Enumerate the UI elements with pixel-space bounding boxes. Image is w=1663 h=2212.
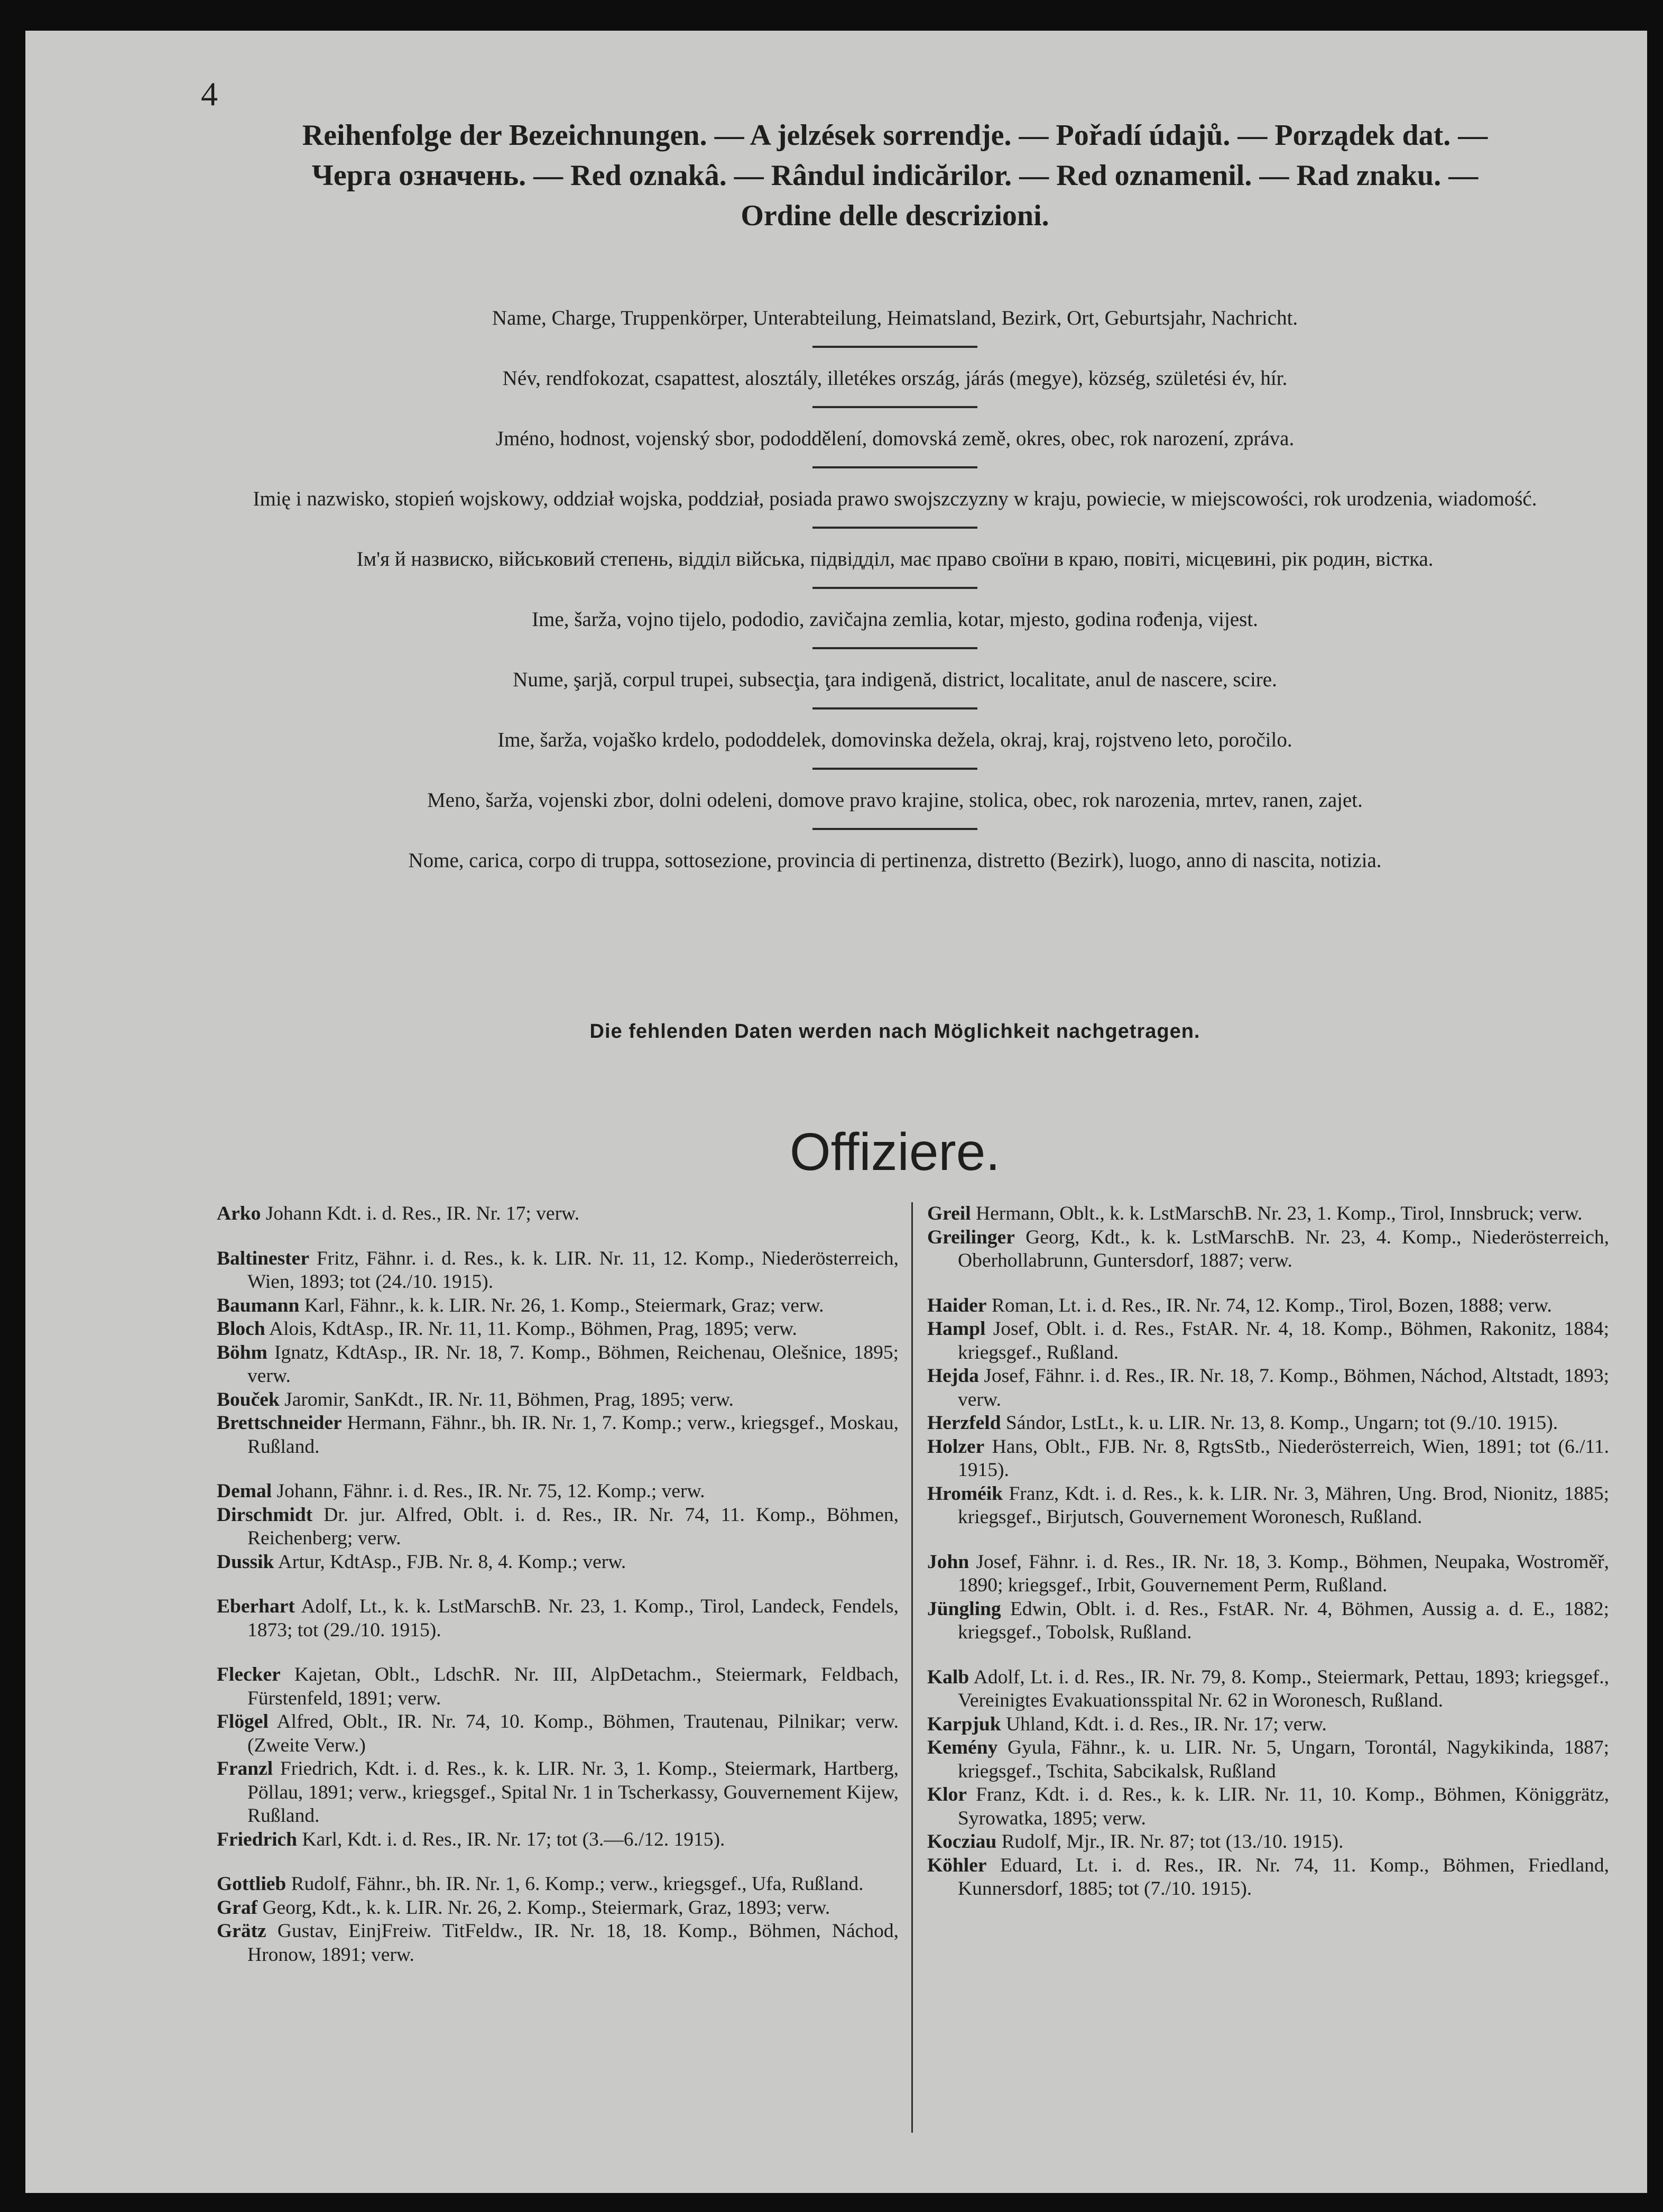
entry xyxy=(217,1388,899,1412)
entry xyxy=(217,1663,899,1710)
entry xyxy=(217,1317,899,1341)
column-divider xyxy=(911,1202,913,2133)
description-text: Meno, šarža, vojenski zbor, dolni odeleni, domove pravo krajine, stolica, obec, rok narozenia, mrtev, ranen, zajet. xyxy=(427,789,1363,812)
entry xyxy=(927,1598,1609,1645)
entry-surname: Jüngling xyxy=(927,1598,1001,1620)
description-item xyxy=(184,848,1606,873)
entry-details: Fritz, Fähnr. i. d. Res., k. k. LIR. Nr. 11, 12. Komp., Niederösterreich, Wien, 1893; tot (24./10. 1915). xyxy=(247,1247,899,1293)
entry xyxy=(217,1757,899,1828)
entry-details: Hans, Oblt., FJB. Nr. 8, RgtsStb., Niederösterreich, Wien, 1891; tot (6./11. 1915). xyxy=(958,1435,1609,1481)
entry xyxy=(927,1202,1609,1226)
entry-details: Josef, Fähnr. i. d. Res., IR. Nr. 18, 3. Komp., Böhmen, Neupaka, Wostroměř, 1890; kriegsgef., Irbit, Gouvernement Perm, Rußland. xyxy=(958,1551,1609,1596)
description-text: Name, Charge, Truppenkörper, Unterabteilung, Heimatsland, Bezirk, Ort, Geburtsjahr, Nachricht. xyxy=(492,307,1298,329)
entry xyxy=(217,1551,899,1574)
entry xyxy=(217,1710,899,1757)
entry xyxy=(217,1595,899,1642)
entry-surname: Kemény xyxy=(927,1737,998,1758)
entry-details: Dr. jur. Alfred, Oblt. i. d. Res., IR. Nr. 74, 11. Komp., Böhmen, Reichenberg; verw. xyxy=(247,1504,899,1549)
section-title: Offiziere. xyxy=(789,1122,1001,1182)
entry-details: Rudolf, Fähnr., bh. IR. Nr. 1, 6. Komp.; verw., kriegsgef., Ufa, Rußland. xyxy=(286,1873,864,1895)
heading-line-2: Черга означень. — Red oznakâ. — Rândul indicărilor. — Red oznamenil. — Rad znaku. — xyxy=(311,159,1479,192)
divider-rule xyxy=(812,768,977,770)
entry-surname: Köhler xyxy=(927,1854,987,1876)
description-item xyxy=(184,547,1606,589)
entry-surname: Herzfeld xyxy=(927,1412,1001,1434)
entry-surname: Baumann xyxy=(217,1294,300,1316)
description-item xyxy=(184,788,1606,830)
descriptions-list xyxy=(184,306,1606,873)
entry-details: Uhland, Kdt. i. d. Res., IR. Nr. 17; verw. xyxy=(1001,1713,1327,1735)
entry xyxy=(217,1247,899,1294)
entry xyxy=(927,1365,1609,1412)
entry xyxy=(217,1202,899,1226)
entry-surname: Greil xyxy=(927,1203,971,1224)
description-item xyxy=(184,306,1606,348)
entry-surname: Brettschneider xyxy=(217,1412,342,1434)
entry-surname: Arko xyxy=(217,1203,261,1224)
entry-surname: Kocziau xyxy=(927,1831,997,1852)
entry xyxy=(217,1480,899,1504)
entry-surname: Grätz xyxy=(217,1920,266,1942)
divider-rule xyxy=(812,527,977,529)
entry-surname: Bloch xyxy=(217,1318,265,1340)
entry-details: Eduard, Lt. i. d. Res., IR. Nr. 74, 11. Komp., Böhmen, Friedland, Kunnersdorf, 1885; tot (7./10. 1915). xyxy=(958,1854,1609,1900)
entry xyxy=(927,1435,1609,1482)
entry-surname: Hampl xyxy=(927,1318,986,1340)
entry-details: Kajetan, Oblt., LdschR. Nr. III, AlpDetachm., Steiermark, Feldbach, Fürstenfeld, 1891; verw. xyxy=(247,1664,899,1709)
description-item xyxy=(184,366,1606,408)
entry xyxy=(217,1873,899,1896)
entry xyxy=(217,1341,899,1388)
description-text: Jméno, hodnost, vojenský sbor, pododdělení, domovská země, okres, obec, rok narození, zpráva. xyxy=(495,427,1295,450)
entry xyxy=(927,1736,1609,1783)
entry-details: Josef, Oblt. i. d. Res., FstAR. Nr. 4, 18. Komp., Böhmen, Rakonitz, 1884; kriegsgef., Rußland. xyxy=(958,1318,1609,1363)
description-text: Imię i nazwisko, stopień wojskowy, oddział wojska, poddział, posiada prawo swojszczyzny w kraju, powiecie, w miejscowości, rok urodzenia, wiadomość. xyxy=(253,487,1537,510)
entry-surname: Eberhart xyxy=(217,1596,295,1617)
entry xyxy=(927,1226,1609,1273)
entry-details: Friedrich, Kdt. i. d. Res., k. k. LIR. Nr. 3, 1. Komp., Steiermark, Hartberg, Pöllau, 1891; verw., kriegsgef., Spital Nr. 1 in Tscherkassy, Gouvernement Kijew, Rußland. xyxy=(247,1758,899,1827)
entry-surname: Flecker xyxy=(217,1664,281,1685)
description-item xyxy=(184,727,1606,770)
entry-details: Franz, Kdt. i. d. Res., k. k. LIR. Nr. 3, Mähren, Ung. Brod, Nionitz, 1885; kriegsgef., Birjutsch, Gouvernement Woronesch, Rußland. xyxy=(958,1482,1609,1528)
entry-surname: Dussik xyxy=(217,1551,274,1573)
entry xyxy=(927,1666,1609,1713)
divider-rule xyxy=(812,466,977,468)
description-text: Nome, carica, corpo di truppa, sottosezione, provincia di pertinenza, distretto (Bezirk), luogo, anno di nascita, notizia. xyxy=(408,849,1382,872)
entry xyxy=(927,1412,1609,1435)
entry-details: Artur, KdtAsp., FJB. Nr. 8, 4. Komp.; verw. xyxy=(274,1551,626,1573)
entry-details: Adolf, Lt. i. d. Res., IR. Nr. 79, 8. Komp., Steiermark, Pettau, 1893; kriegsgef., Vereinigtes Evakuationsspital Nr. 62 in Woronesch, Rußland. xyxy=(958,1666,1609,1711)
entry xyxy=(217,1828,899,1852)
entry-details: Johann, Fähnr. i. d. Res., IR. Nr. 75, 12. Komp.; verw. xyxy=(272,1480,705,1502)
entry-surname: Flögel xyxy=(217,1711,269,1732)
entry xyxy=(927,1854,1609,1901)
entry-surname: Franzl xyxy=(217,1758,273,1780)
entry-surname: Klor xyxy=(927,1784,967,1805)
entry-surname: Haider xyxy=(927,1294,987,1316)
entry-surname: Böhm xyxy=(217,1341,267,1363)
description-item xyxy=(184,486,1606,529)
divider-rule xyxy=(812,587,977,589)
entry-surname: Karpjuk xyxy=(927,1713,1001,1735)
entry-details: Jaromir, SanKdt., IR. Nr. 11, Böhmen, Prag, 1895; verw. xyxy=(279,1388,734,1411)
heading-line-1: Reihenfolge der Bezeichnungen. — A jelzések sorrendje. — Pořadí údajů. — Porządek dat. — xyxy=(302,119,1488,152)
entry-surname: Holzer xyxy=(927,1435,985,1458)
entry-surname: Demal xyxy=(217,1480,272,1502)
description-text: Ime, šarža, vojaško krdelo, pododdelek, domovinska dežela, okraj, kraj, rojstveno leto, poročilo. xyxy=(497,729,1292,751)
entry xyxy=(927,1830,1609,1854)
entry-details: Georg, Kdt., k. k. LstMarschB. Nr. 23, 4. Komp., Niederösterreich, Oberhollabrunn, Guntersdorf, 1887; verw. xyxy=(958,1226,1609,1271)
divider-rule xyxy=(812,647,977,649)
left-column xyxy=(217,1202,899,1967)
divider-rule xyxy=(812,346,977,348)
entry-surname: Gottlieb xyxy=(217,1873,287,1895)
entry-surname: Dirschmidt xyxy=(217,1504,313,1526)
missing-data-note: Die fehlenden Daten werden nach Möglichkeit nachgetragen. xyxy=(589,1020,1200,1043)
description-text: Név, rendfokozat, csapattest, alosztály, illetékes ország, járás (megye), község, születési év, hír. xyxy=(502,367,1288,390)
entry xyxy=(927,1482,1609,1529)
divider-rule xyxy=(812,707,977,709)
entry-details: Gyula, Fähnr., k. u. LIR. Nr. 5, Ungarn, Torontál, Nagykikinda, 1887; kriegsgef., Tschita, Sabcikalsk, Rußland xyxy=(958,1737,1609,1782)
entry-details: Hermann, Oblt., k. k. LstMarschB. Nr. 23, 1. Komp., Tirol, Innsbruck; verw. xyxy=(971,1203,1583,1224)
description-text: Ime, šarža, vojno tijelo, pododio, zavičajna zemlia, kotar, mjesto, godina rođenja, vijest. xyxy=(532,608,1258,631)
entry-surname: Baltinester xyxy=(217,1247,309,1269)
entry-details: Franz, Kdt. i. d. Res., k. k. LIR. Nr. 11, 10. Komp., Böhmen, Königgrätz, Syrowatka, 1895; verw. xyxy=(958,1784,1609,1829)
entry-details: Georg, Kdt., k. k. LIR. Nr. 26, 2. Komp., Steiermark, Graz, 1893; verw. xyxy=(257,1896,830,1919)
description-text: Ім'я й назвиско, військовий степень, відділ війська, підвідділ, має право своїни в краю, повіті, місцевині, рік родин, вістка. xyxy=(356,548,1434,570)
entry-surname: Hejda xyxy=(927,1365,979,1387)
entry-details: Johann Kdt. i. d. Res., IR. Nr. 17; verw. xyxy=(261,1203,580,1224)
entry-details: Ignatz, KdtAsp., IR. Nr. 18, 7. Komp., Böhmen, Reichenau, Olešnice, 1895; verw. xyxy=(247,1341,899,1387)
entry-surname: Greilinger xyxy=(927,1226,1015,1248)
right-column xyxy=(927,1202,1609,1901)
page-number: 4 xyxy=(201,75,218,113)
entry-surname: John xyxy=(927,1551,969,1573)
entry xyxy=(927,1713,1609,1737)
heading-line-3: Ordine delle descrizioni. xyxy=(741,199,1049,232)
description-item xyxy=(184,426,1606,468)
entry-surname: Graf xyxy=(217,1896,258,1919)
entry-details: Edwin, Oblt. i. d. Res., FstAR. Nr. 4, Böhmen, Aussig a. d. E., 1882; kriegsgef., Tobolsk, Rußland. xyxy=(958,1598,1609,1643)
entry-surname: Kalb xyxy=(927,1666,969,1688)
entry-details: Sándor, LstLt., k. u. LIR. Nr. 13, 8. Komp., Ungarn; tot (9./10. 1915). xyxy=(1001,1412,1558,1434)
divider-rule xyxy=(812,828,977,830)
entry xyxy=(927,1783,1609,1830)
entry xyxy=(927,1551,1609,1598)
heading xyxy=(184,115,1606,236)
entry-surname: Hroméik xyxy=(927,1482,1003,1505)
entry xyxy=(217,1294,899,1318)
entry xyxy=(217,1920,899,1967)
document-page xyxy=(25,31,1647,2193)
entry xyxy=(927,1317,1609,1365)
entry-details: Rudolf, Mjr., IR. Nr. 87; tot (13./10. 1915). xyxy=(996,1831,1344,1852)
entry-details: Alfred, Oblt., IR. Nr. 74, 10. Komp., Böhmen, Trautenau, Pilnikar; verw. (Zweite Verw.) xyxy=(247,1711,899,1756)
entry-details: Roman, Lt. i. d. Res., IR. Nr. 74, 12. Komp., Tirol, Bozen, 1888; verw. xyxy=(986,1294,1552,1316)
entry-details: Karl, Fähnr., k. k. LIR. Nr. 26, 1. Komp., Steiermark, Graz; verw. xyxy=(299,1294,824,1316)
entry xyxy=(217,1412,899,1459)
entry-details: Gustav, EinjFreiw. TitFeldw., IR. Nr. 18, 18. Komp., Böhmen, Náchod, Hronow, 1891; verw. xyxy=(247,1920,899,1966)
entry-surname: Friedrich xyxy=(217,1828,298,1850)
entry-details: Alois, KdtAsp., IR. Nr. 11, 11. Komp., Böhmen, Prag, 1895; verw. xyxy=(265,1318,797,1340)
entry-details: Adolf, Lt., k. k. LstMarschB. Nr. 23, 1. Komp., Tirol, Landeck, Fendels, 1873; tot (29./10. 1915). xyxy=(247,1596,899,1641)
entry-details: Karl, Kdt. i. d. Res., IR. Nr. 17; tot (3.—6./12. 1915). xyxy=(297,1828,725,1850)
description-text: Nume, şarjă, corpul trupei, subsecţia, ţara indigenă, district, localitate, anul de nascere, scire. xyxy=(513,668,1277,691)
entry xyxy=(217,1896,899,1920)
entry-surname: Bouček xyxy=(217,1388,280,1411)
entry-details: Hermann, Fähnr., bh. IR. Nr. 1, 7. Komp.; verw., kriegsgef., Moskau, Rußland. xyxy=(247,1412,899,1458)
entry xyxy=(217,1504,899,1551)
description-item xyxy=(184,667,1606,709)
description-item xyxy=(184,607,1606,649)
divider-rule xyxy=(812,406,977,408)
entry-details: Josef, Fähnr. i. d. Res., IR. Nr. 18, 7. Komp., Böhmen, Náchod, Altstadt, 1893; verw. xyxy=(958,1365,1609,1411)
entry xyxy=(927,1294,1609,1318)
